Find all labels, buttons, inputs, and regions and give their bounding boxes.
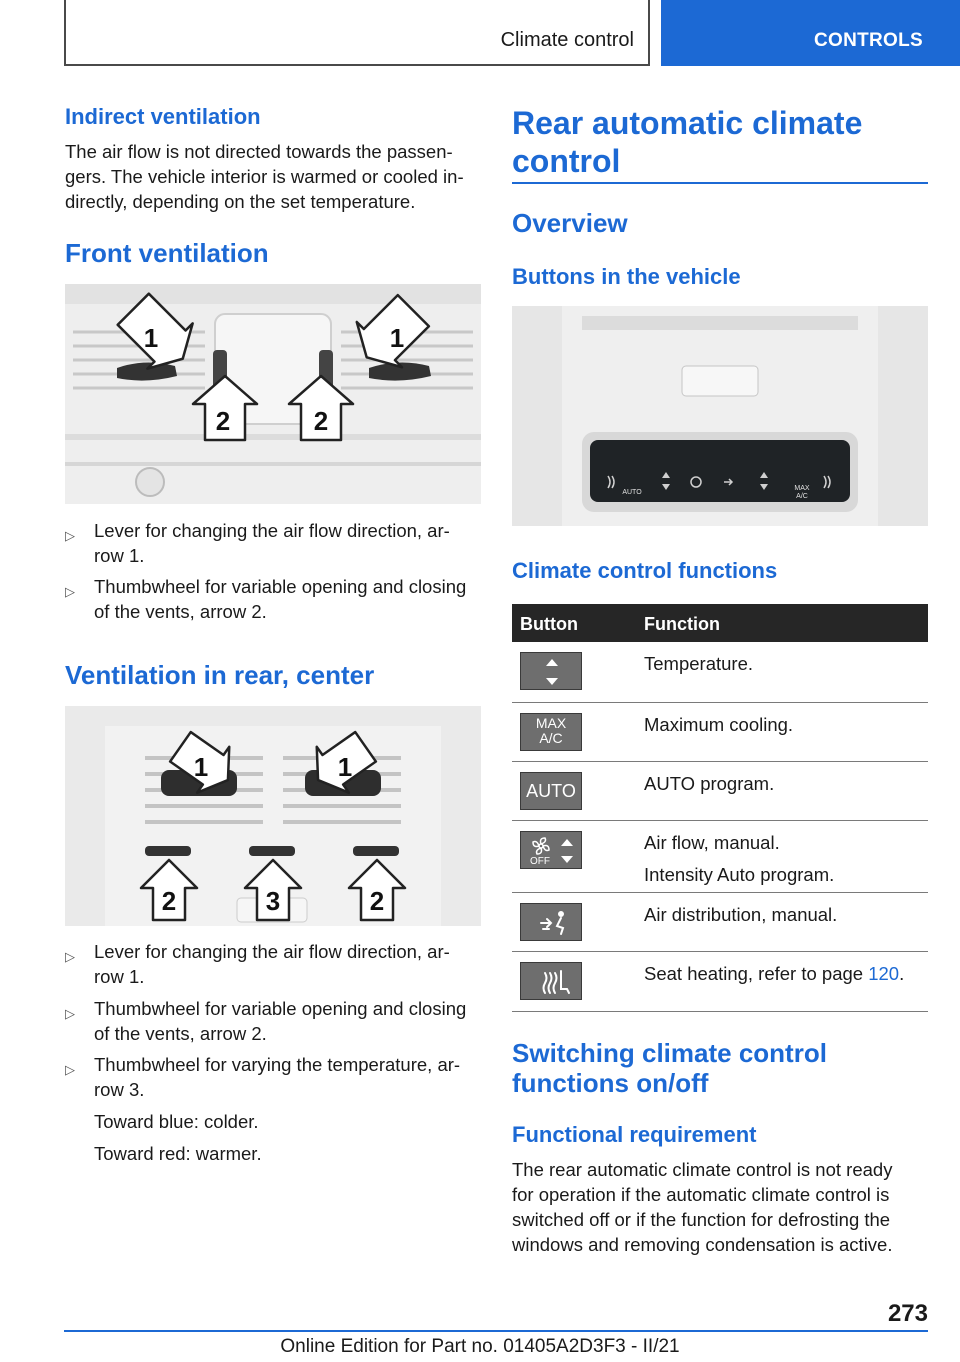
functional-requirement-text: The rear automatic climate control is not ready for operation if the automatic climate control is switched off or if the function for defrosting the windows and removing condensation is active. [512,1159,893,1255]
footer-edition: Online Edition for Part no. 01405A2D3F3 - II/21 [280,1336,680,1357]
table-row [512,952,928,1012]
front-callout-2a: 2 [215,406,231,436]
fan-off-updown-icon: OFF [520,831,582,869]
function-temperature: Temperature. [644,653,753,674]
col-button-header: Button [520,614,578,634]
rear-callout-1b: 1 [337,752,353,782]
air-distribution-icon [520,903,582,941]
seat-heating-page-link[interactable]: 120 [868,963,900,984]
table-row [512,642,928,703]
col-function-header: Function [644,614,720,634]
table-row [512,821,928,893]
rear-callout-3: 3 [265,886,281,916]
rear-ventilation-image [65,706,481,926]
header-chapter-label: CONTROLS [814,30,924,51]
table-row [512,762,928,821]
seat-heating-icon [520,962,582,1000]
front-callout-1a: 1 [143,323,159,353]
function-auto-program: AUTO program. [644,773,775,794]
rear-callout-1a: 1 [193,752,209,782]
rear-center-ventilation-heading: Ventilation in rear, center [65,660,375,690]
header-section-title: Climate control [500,29,634,51]
rear-vents-illustration [65,706,481,926]
indirect-ventilation-text: The air flow is not directed towards the passen- gers. The vehicle interior is warmed or cooled in- directly, depending on the set temperature. [65,141,464,212]
auto-icon: AUTO [520,772,582,810]
climate-functions-heading: Climate control functions [512,558,778,583]
functional-requirement-heading: Functional requirement [512,1122,757,1147]
panel-max-label: MAX [794,485,810,492]
function-air-flow: Air flow, manual. Intensity Auto program. [644,832,835,885]
switching-functions-heading: Switching climate control functions on/off [512,1038,827,1098]
front-ventilation-heading: Front ventilation [65,238,269,268]
indirect-ventilation-heading: Indirect ventilation [65,104,261,129]
rear-panel-illustration [512,306,928,526]
function-max-cooling: Maximum cooling. [644,714,794,735]
buttons-in-vehicle-heading: Buttons in the vehicle [512,264,741,289]
panel-auto-label: AUTO [622,489,642,496]
page-number: 273 [887,1300,928,1327]
function-air-distribution: Air distribution, manual. [644,904,838,925]
functions-table-header [512,604,928,642]
overview-heading: Overview [512,208,628,238]
header-chapter-tab[interactable] [661,0,960,66]
footer-divider [64,1330,928,1332]
front-ventilation-image [65,284,481,504]
front-callout-2b: 2 [313,406,329,436]
function-seat-heating: Seat heating, refer to page 120. [644,963,905,984]
table-row [512,893,928,952]
front-vents-illustration [65,284,481,504]
header-section-box [64,0,650,66]
max-ac-icon: MAX A/C [520,713,582,751]
title-divider [512,182,928,184]
rear-climate-control-title: Rear automatic climate control [512,105,863,179]
front-callout-1b: 1 [389,323,405,353]
rear-climate-panel-image [512,306,928,526]
table-row [512,703,928,762]
temperature-updown-icon [520,652,582,690]
rear-callout-2a: 2 [161,886,177,916]
rear-callout-2b: 2 [369,886,385,916]
panel-ac-label: A/C [796,493,808,500]
